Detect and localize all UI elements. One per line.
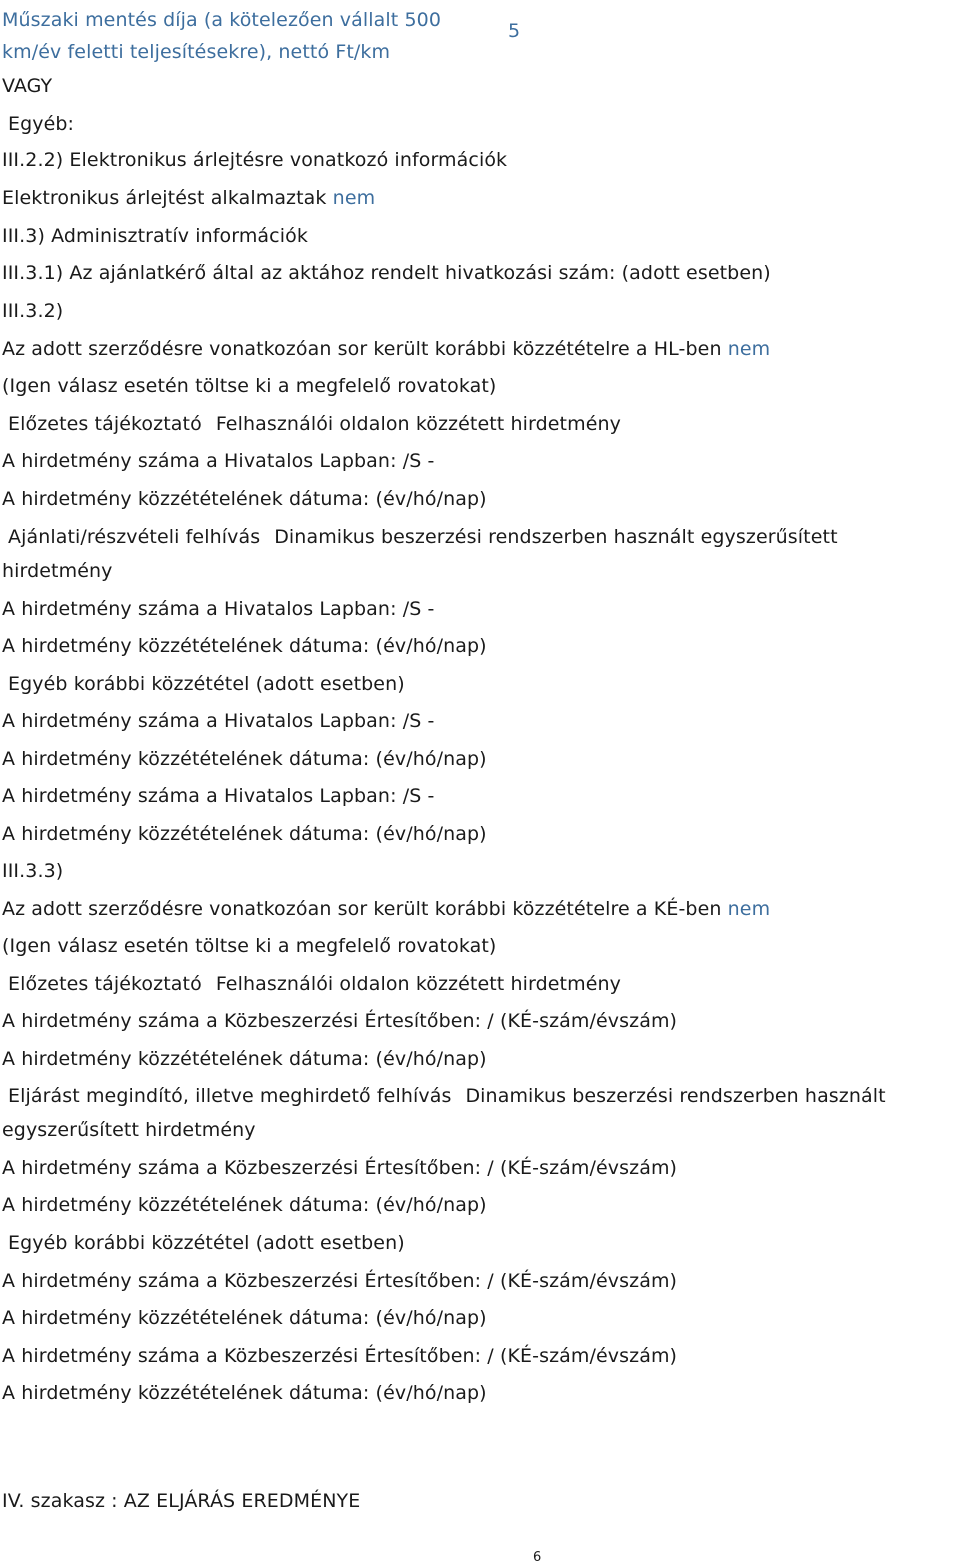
hl-notice-number-2: A hirdetmény száma a Hivatalos Lapban: /S - xyxy=(2,598,435,620)
section-iii-2-2-heading: III.2.2) Elektronikus árlejtésre vonatkozó információk xyxy=(2,149,508,171)
hl-publication-label: Az adott szerződésre vonatkozóan sor került korábbi közzétételre a HL-ben xyxy=(2,338,722,360)
section-iii-3-1-heading: III.3.1) Az ajánlatkérő által az aktához rendelt hivatkozási szám: (adott esetben) xyxy=(2,262,771,284)
hl-notice-number-4: A hirdetmény száma a Hivatalos Lapban: /S - xyxy=(2,785,435,807)
ke-notice-number-2: A hirdetmény száma a Közbeszerzési Értesítőben: / (KÉ-szám/évszám) xyxy=(2,1157,678,1179)
criterion-title-line1: Műszaki mentés díja (a kötelezően vállalt 500 xyxy=(2,9,442,31)
contract-notice-label: Ajánlati/részvételi felhívás xyxy=(8,526,261,548)
prior-info-label-2: Előzetes tájékoztató xyxy=(8,973,202,995)
criterion-weight: 5 xyxy=(508,20,521,42)
dps-notice-label-2: Dinamikus beszerzési rendszerben használt xyxy=(465,1085,886,1107)
ke-notice-date-2: A hirdetmény közzétételének dátuma: (év/hó/nap) xyxy=(2,1194,487,1216)
hl-publication-value: nem xyxy=(727,338,771,360)
section-iv-heading: IV. szakasz : AZ ELJÁRÁS EREDMÉNYE xyxy=(2,1490,361,1512)
ke-notice-date-3: A hirdetmény közzétételének dátuma: (év/hó/nap) xyxy=(2,1307,487,1329)
prior-info-label: Előzetes tájékoztató xyxy=(8,413,202,435)
procedure-notice-label: Eljárást megindító, illetve meghirdető felhívás xyxy=(8,1085,452,1107)
notice-type-row-2 xyxy=(8,525,838,549)
hl-notice-number-1: A hirdetmény száma a Hivatalos Lapban: /S - xyxy=(2,450,435,472)
electronic-auction-label: Elektronikus árlejtést alkalmaztak xyxy=(2,187,327,209)
hl-notice-number-3: A hirdetmény száma a Hivatalos Lapban: /S - xyxy=(2,710,435,732)
hl-notice-date-3: A hirdetmény közzétételének dátuma: (év/hó/nap) xyxy=(2,748,487,770)
dps-notice-label-cont: hirdetmény xyxy=(2,560,113,582)
hl-publication-row xyxy=(2,337,770,361)
ke-notice-number-3: A hirdetmény száma a Közbeszerzési Értesítőben: / (KÉ-szám/évszám) xyxy=(2,1270,678,1292)
electronic-auction-value: nem xyxy=(332,187,376,209)
section-iii-3-heading: III.3) Adminisztratív információk xyxy=(2,225,308,247)
egyeb-label: Egyéb: xyxy=(8,113,75,135)
ke-notice-number-1: A hirdetmény száma a Közbeszerzési Értesítőben: / (KÉ-szám/évszám) xyxy=(2,1010,678,1032)
ke-notice-date-4: A hirdetmény közzétételének dátuma: (év/hó/nap) xyxy=(2,1382,487,1404)
criterion-title-line2: km/év feletti teljesítésekre), nettó Ft/km xyxy=(2,41,391,63)
ke-notice-date-1: A hirdetmény közzétételének dátuma: (év/hó/nap) xyxy=(2,1048,487,1070)
igen-instruction-1: (Igen válasz esetén töltse ki a megfelelő rovatokat) xyxy=(2,375,497,397)
ke-publication-label: Az adott szerződésre vonatkozóan sor került korábbi közzétételre a KÉ-ben xyxy=(2,898,722,920)
buyer-profile-notice-label: Felhasználói oldalon közzétett hirdetmény xyxy=(215,413,621,435)
dps-notice-label-2-cont: egyszerűsített hirdetmény xyxy=(2,1119,256,1141)
ke-notice-number-4: A hirdetmény száma a Közbeszerzési Értesítőben: / (KÉ-szám/évszám) xyxy=(2,1345,678,1367)
other-prior-publication-2: Egyéb korábbi közzététel (adott esetben) xyxy=(8,1232,405,1254)
section-iii-3-3-heading: III.3.3) xyxy=(2,860,64,882)
hl-notice-date-4: A hirdetmény közzétételének dátuma: (év/hó/nap) xyxy=(2,823,487,845)
ke-publication-row xyxy=(2,897,770,921)
page-number: 6 xyxy=(533,1550,542,1565)
dps-notice-label: Dinamikus beszerzési rendszerben használt egyszerűsített xyxy=(274,526,838,548)
hl-notice-date-1: A hirdetmény közzétételének dátuma: (év/hó/nap) xyxy=(2,488,487,510)
buyer-profile-notice-label-2: Felhasználói oldalon közzétett hirdetmény xyxy=(215,973,621,995)
criterion-title xyxy=(2,4,441,68)
notice-type-row-1 xyxy=(8,412,621,436)
notice-type-row-3 xyxy=(8,972,621,996)
notice-type-row-4 xyxy=(8,1084,886,1108)
hl-notice-date-2: A hirdetmény közzétételének dátuma: (év/hó/nap) xyxy=(2,635,487,657)
other-prior-publication-1: Egyéb korábbi közzététel (adott esetben) xyxy=(8,673,405,695)
ke-publication-value: nem xyxy=(727,898,771,920)
igen-instruction-2: (Igen válasz esetén töltse ki a megfelelő rovatokat) xyxy=(2,935,497,957)
section-iii-3-2-heading: III.3.2) xyxy=(2,300,64,322)
electronic-auction-row xyxy=(2,186,375,210)
vagy-label: VAGY xyxy=(2,75,53,97)
